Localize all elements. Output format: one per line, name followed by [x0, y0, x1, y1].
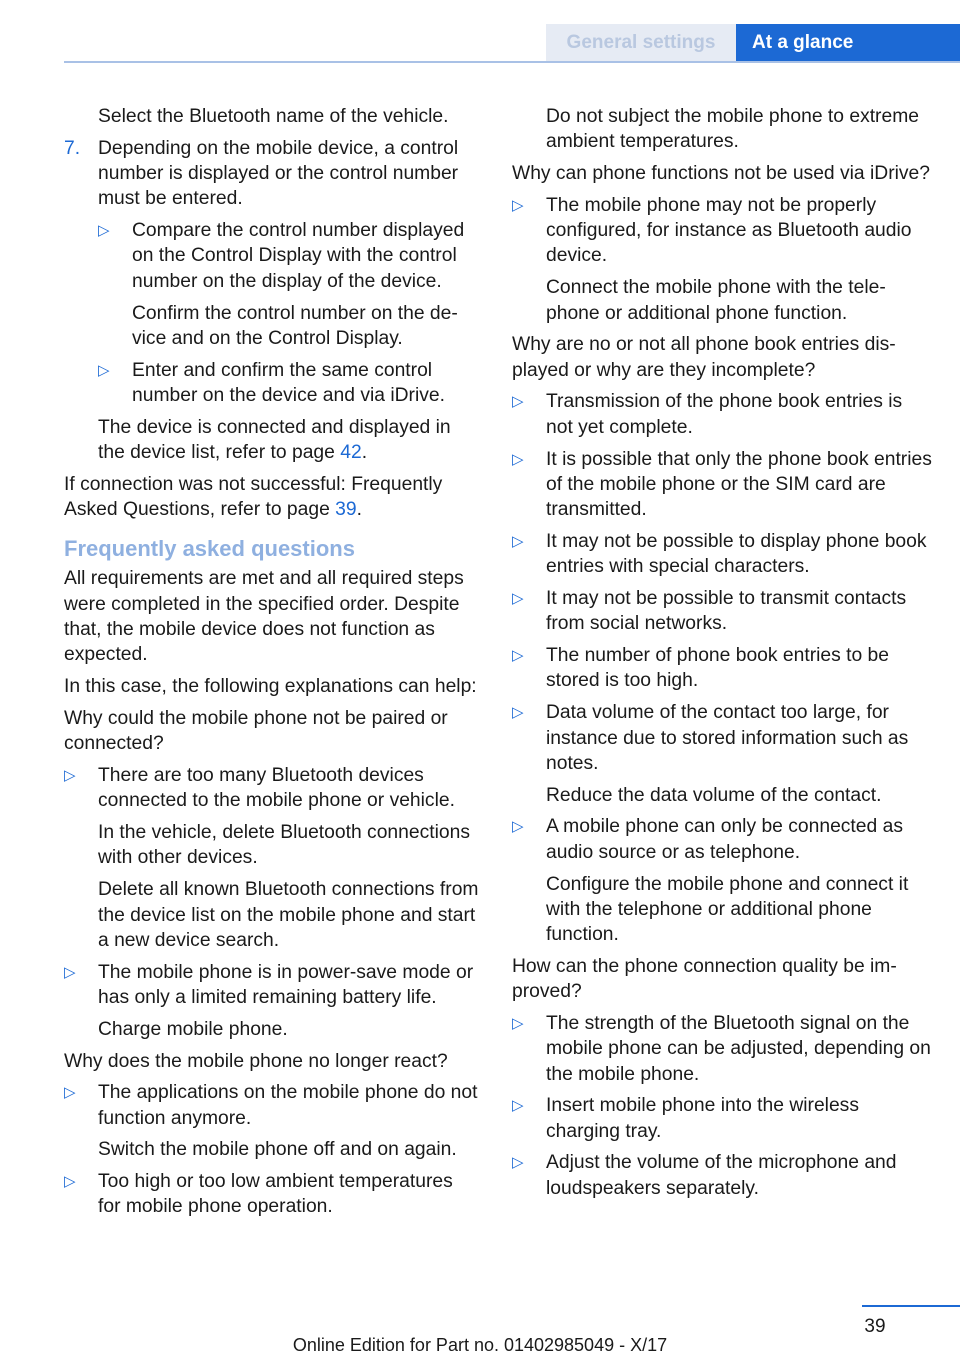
bullet-text: The strength of the Bluetooth signal on the mobile phone can be adjusted, depending on the mobile phone. — [546, 1013, 931, 1085]
paragraph: If connection was not successful: Frequently Asked Questions, refer to page 39. — [64, 473, 443, 521]
triangle-bullet-icon: ▷ — [512, 196, 524, 214]
bullet-text: Compare the control number displayed on the Control Display with the control number on the display of the device. — [132, 220, 465, 292]
bullet-item — [64, 1169, 480, 1220]
triangle-bullet-icon: ▷ — [98, 222, 110, 240]
triangle-bullet-icon: ▷ — [98, 361, 110, 379]
triangle-bullet-icon: ▷ — [512, 1154, 524, 1172]
bullet-subparagraph: Configure the mobile phone and connect it with the telephone or additional phone function. — [546, 873, 909, 946]
triangle-bullet-icon: ▷ — [512, 590, 524, 608]
bullet-subparagraph: Confirm the control number on the device and on the Control Display. — [132, 302, 458, 349]
bullet-text: Data volume of the contact too large, for instance due to stored information such as notes. — [546, 702, 909, 774]
step-text: Depending on the mobile device, a control number is displayed or the control number must be entered. — [98, 137, 459, 210]
bullet-text: The mobile phone is in power-save mode or has only a limited remaining battery life. — [98, 961, 474, 1008]
bullet-text: The mobile phone may not be properly configured, for instance as Bluetooth audio device. — [546, 194, 912, 267]
bullet-text: The number of phone book entries to be stored is too high. — [546, 645, 890, 692]
bullet-item — [512, 814, 932, 865]
section-heading: Frequently asked questions — [64, 536, 355, 562]
triangle-bullet-icon: ▷ — [512, 393, 524, 411]
paragraph: In this case, the following explanations can help: — [64, 676, 477, 698]
bullet-text: The applications on the mobile phone do not function anymore. — [98, 1082, 478, 1129]
triangle-bullet-icon: ▷ — [512, 1097, 524, 1115]
bullet-text: It may not be possible to display phone book entries with special characters. — [546, 530, 927, 578]
right-column — [512, 104, 932, 1208]
bullet-text: Adjust the volume of the microphone and loudspeakers separately. — [546, 1152, 897, 1199]
page-number: 39 — [864, 1316, 886, 1337]
bullet-item — [64, 960, 480, 1011]
paragraph: Select the Bluetooth name of the vehicle. — [98, 106, 449, 127]
bullet-subparagraph: Do not subject the mobile phone to extreme ambient temperatures. — [546, 106, 919, 153]
bullet-item — [512, 389, 932, 440]
bullet-text: Enter and confirm the same control number on the device and via iDrive. — [132, 359, 445, 406]
footer-rule — [862, 1305, 960, 1307]
bullet-item — [512, 700, 932, 776]
triangle-bullet-icon: ▷ — [512, 532, 524, 550]
step-number: 7. — [64, 137, 81, 159]
paragraph: The device is connected and displayed in the device list, refer to page 42. — [98, 416, 451, 464]
bullet-item — [64, 358, 480, 409]
triangle-bullet-icon: ▷ — [64, 1173, 76, 1191]
page-link-42[interactable]: 42 — [340, 442, 362, 464]
triangle-bullet-icon: ▷ — [512, 704, 524, 722]
question: Why does the mobile phone no longer react? — [64, 1050, 448, 1072]
header-rule — [64, 61, 960, 63]
footer-edition: Online Edition for Part no. 01402985049 - X/17 — [292, 1335, 668, 1355]
bullet-item — [64, 218, 480, 294]
question: Why could the mobile phone not be paired or connected? — [64, 707, 448, 755]
bullet-item — [512, 643, 932, 694]
bullet-text: It is possible that only the phone book entries of the mobile phone or the SIM card are transmitted. — [546, 448, 932, 521]
bullet-subparagraph: In the vehicle, delete Bluetooth connections with other devices. — [98, 822, 470, 869]
bullet-item — [512, 447, 932, 523]
question: Why can phone functions not be used via iDrive? — [512, 163, 931, 185]
bullet-item — [64, 763, 480, 814]
paragraph: All requirements are met and all required steps were completed in the specified order. Despite that, the mobile device does not function as expected. — [64, 568, 464, 666]
triangle-bullet-icon: ▷ — [512, 1015, 524, 1032]
bullet-text: Insert mobile phone into the wireless charging tray. — [546, 1095, 859, 1142]
triangle-bullet-icon: ▷ — [64, 1084, 76, 1102]
numbered-step — [64, 136, 480, 212]
bullet-text: There are too many Bluetooth devices connected to the mobile phone or vehicle. — [98, 765, 455, 812]
triangle-bullet-icon: ▷ — [512, 450, 524, 468]
page-link-39[interactable]: 39 — [335, 499, 357, 521]
bullet-text: It may not be possible to transmit contacts from social networks. — [546, 588, 907, 635]
bullet-subparagraph: Delete all known Bluetooth connections from the device list on the mobile phone and start a new device search. — [98, 879, 479, 951]
bullet-item — [512, 1150, 932, 1201]
bullet-text: Transmission of the phone book entries is not yet complete. — [546, 391, 903, 438]
bullet-subparagraph: Switch the mobile phone off and on again. — [98, 1139, 457, 1161]
triangle-bullet-icon: ▷ — [512, 647, 524, 665]
triangle-bullet-icon: ▷ — [64, 963, 76, 981]
bullet-item — [64, 1080, 480, 1131]
bullet-item — [512, 1093, 932, 1144]
question: Why are no or not all phone book entries displayed or why are they incomplete? — [512, 334, 896, 381]
bullet-item — [512, 586, 932, 637]
triangle-bullet-icon: ▷ — [512, 818, 524, 836]
bullet-subparagraph: Connect the mobile phone with the telephone or additional phone function. — [546, 277, 886, 324]
triangle-bullet-icon: ▷ — [64, 767, 76, 785]
header-tabs — [546, 24, 960, 62]
bullet-item — [512, 193, 932, 269]
bullet-subparagraph: Charge mobile phone. — [98, 1018, 288, 1040]
header-section-tab: General settings — [546, 24, 736, 62]
bullet-subparagraph: Reduce the data volume of the contact. — [546, 784, 882, 806]
left-column — [64, 104, 480, 1226]
header-chapter-tab: At a glance — [736, 24, 960, 62]
bullet-text: A mobile phone can only be connected as audio source or as telephone. — [546, 816, 903, 863]
bullet-item — [512, 529, 932, 580]
question: How can the phone connection quality be improved? — [512, 955, 897, 1003]
bullet-text: Too high or too low ambient temperatures for mobile phone operation. — [98, 1171, 453, 1218]
bullet-item — [512, 1011, 932, 1087]
